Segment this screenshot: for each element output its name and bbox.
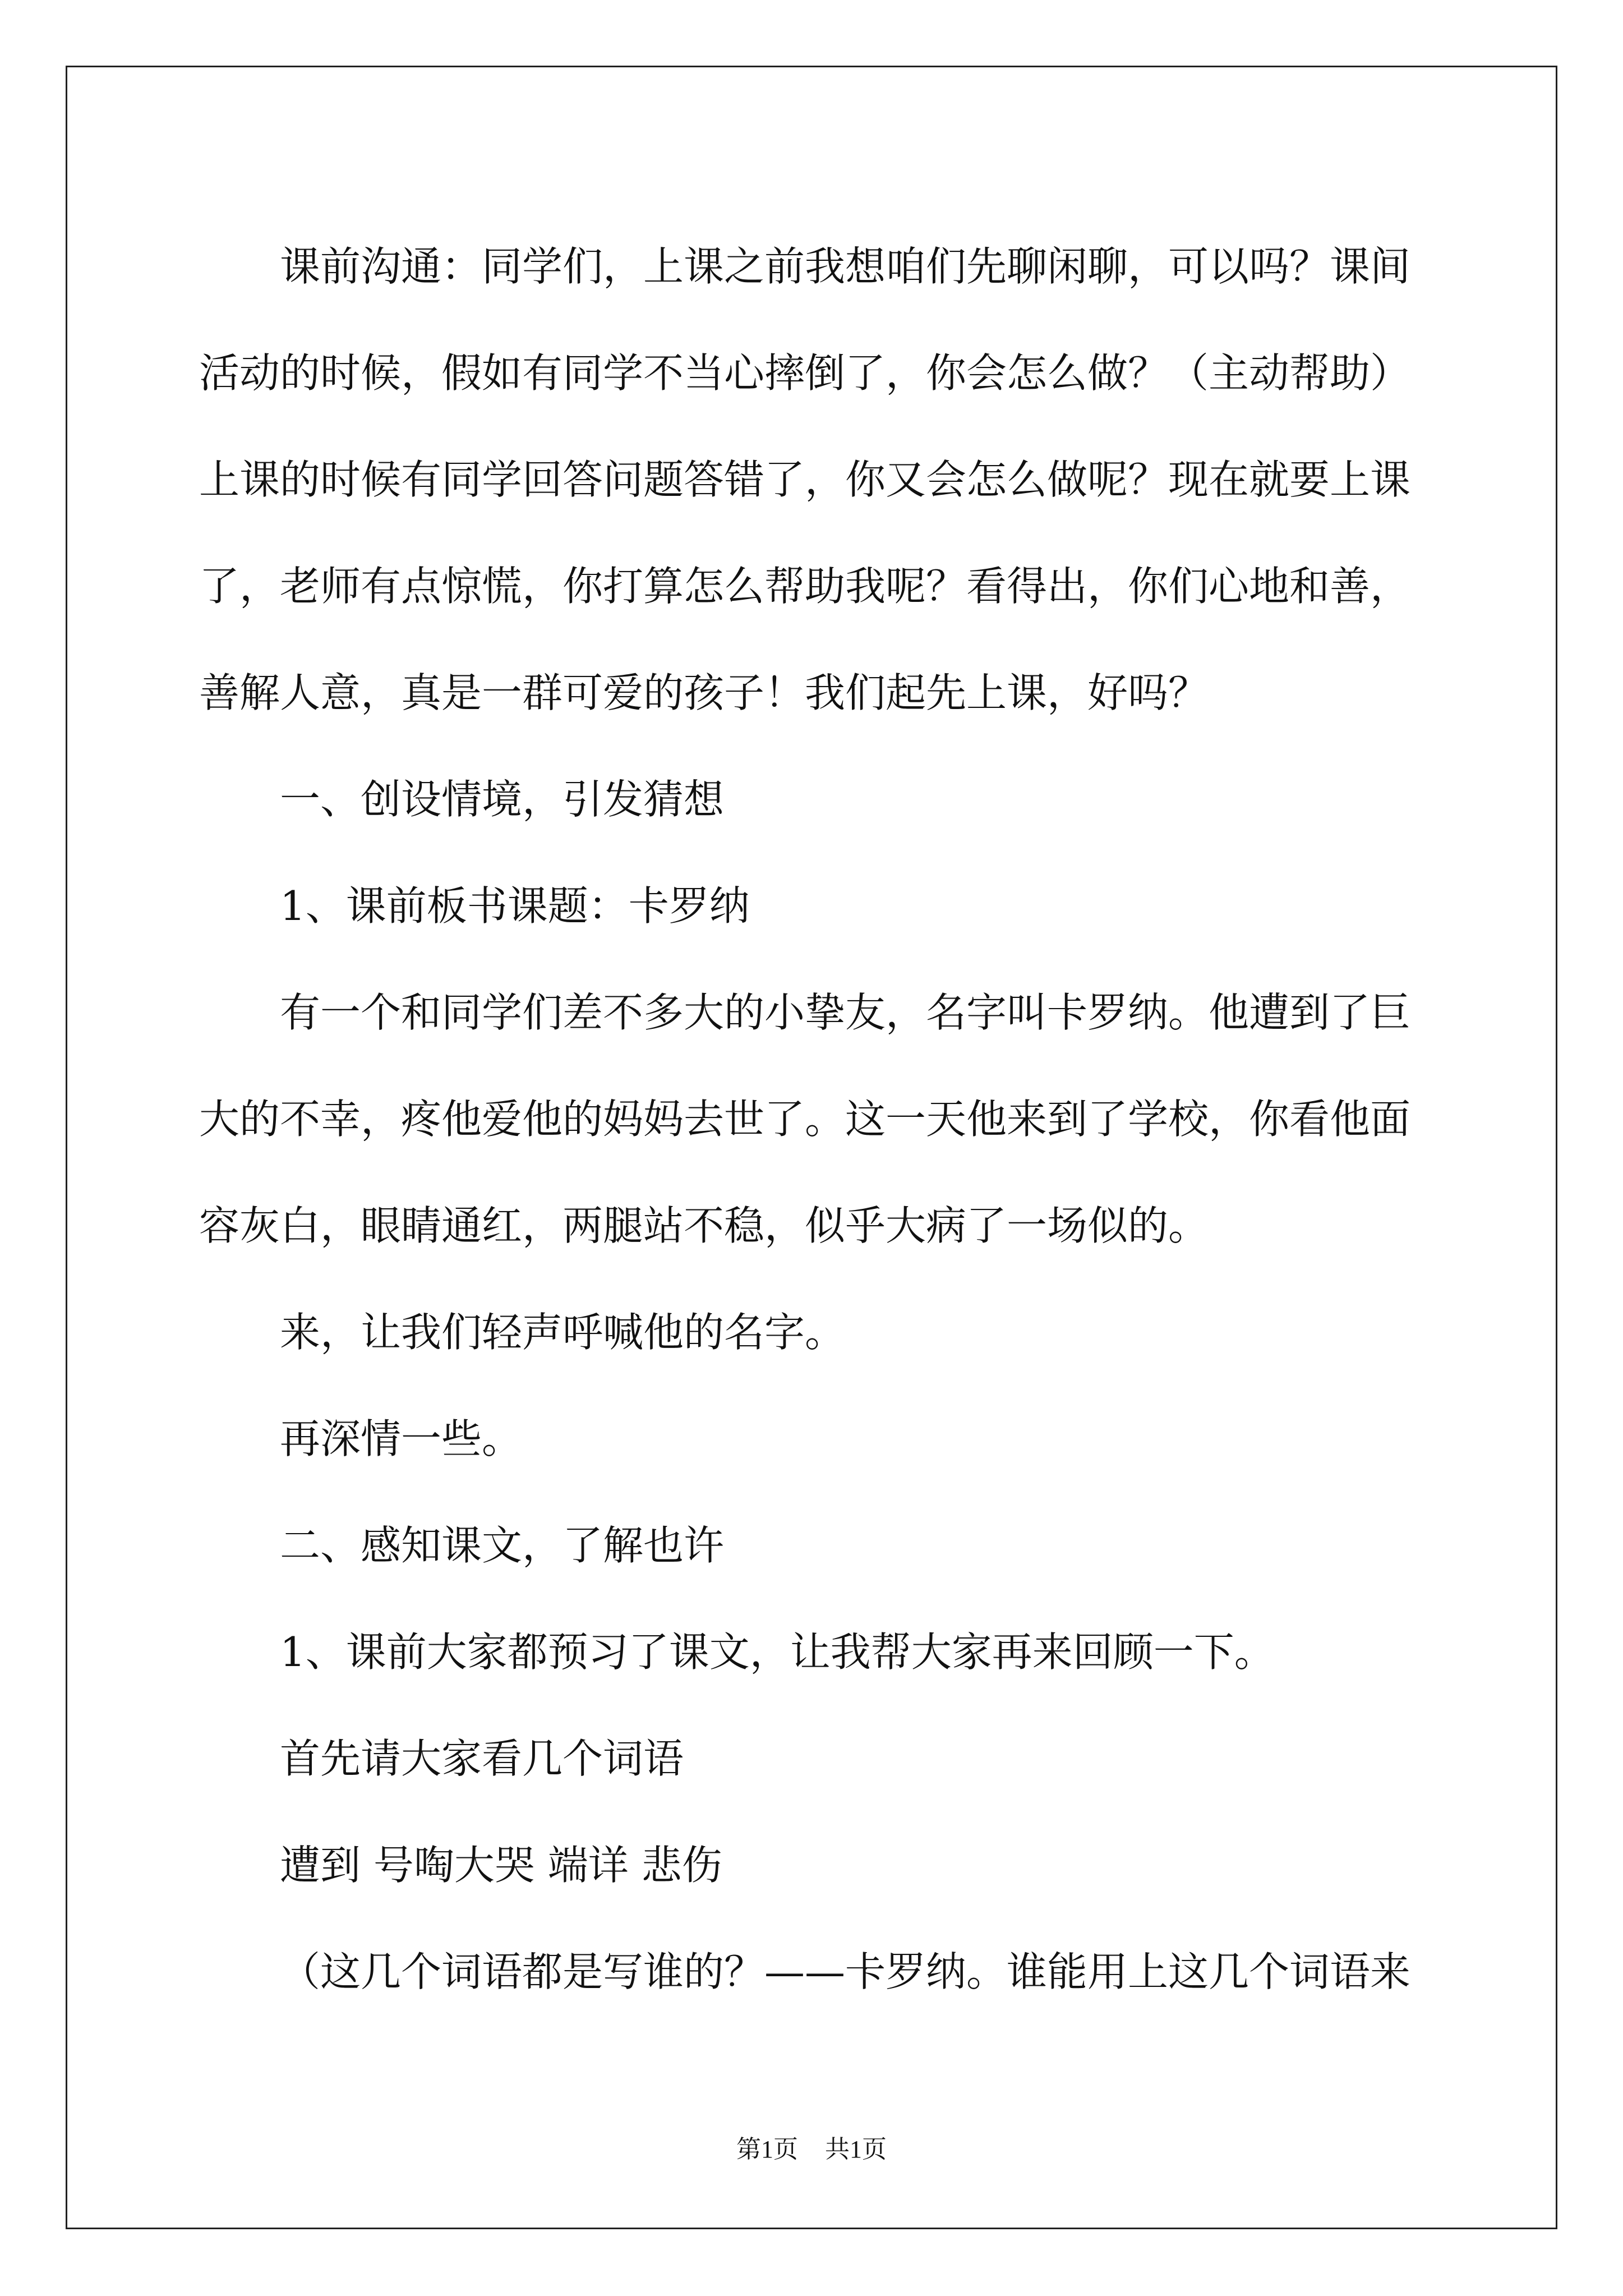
text-line: 1、课前大家都预习了课文，让我帮大家再来回顾一下。 xyxy=(280,1628,1275,1676)
document-body xyxy=(199,213,1433,2025)
text-line: 再深情一些。 xyxy=(280,1415,523,1462)
text-line: 来，让我们轻声呼喊他的名字。 xyxy=(280,1309,846,1356)
text-line: 大的不幸，疼他爱他的妈妈去世了。这一天他来到了学校，你看他面 xyxy=(199,1096,1411,1143)
text-line: 活动的时候，假如有同学不当心摔倒了，你会怎么做？（主动帮助） xyxy=(199,349,1411,397)
text-line: （这几个词语都是写谁的？——卡罗纳。谁能用上这几个词语来 xyxy=(280,1948,1411,1995)
vocabulary-line: 遭到 号啕大哭 端详 悲伤 xyxy=(280,1842,722,1889)
text-line: 容灰白，眼睛通红，两腿站不稳，似乎大病了一场似的。 xyxy=(199,1202,1209,1249)
text-line: 有一个和同学们差不多大的小挚友，名字叫卡罗纳。他遭到了巨 xyxy=(280,989,1411,1036)
section-heading: 一、创设情境，引发猜想 xyxy=(280,776,725,823)
text-line: 1、课前板书课题：卡罗纳 xyxy=(280,882,750,930)
text-line: 首先请大家看几个词语 xyxy=(280,1735,684,1782)
page-total: 共1页 xyxy=(825,2136,887,2163)
text-line: 善解人意，真是一群可爱的孩子！我们起先上课，好吗？ xyxy=(199,669,1209,716)
page-number: 第1页 xyxy=(736,2136,798,2163)
text-line: 课前沟通：同学们，上课之前我想咱们先聊闲聊，可以吗？课间 xyxy=(280,243,1411,290)
text-line: 上课的时候有同学回答问题答错了，你又会怎么做呢？现在就要上课 xyxy=(199,456,1411,503)
section-heading: 二、感知课文，了解也许 xyxy=(280,1522,725,1569)
text-line: 了，老师有点惊慌，你打算怎么帮助我呢？看得出，你们心地和善， xyxy=(199,563,1411,610)
page-footer xyxy=(0,2129,1623,2165)
